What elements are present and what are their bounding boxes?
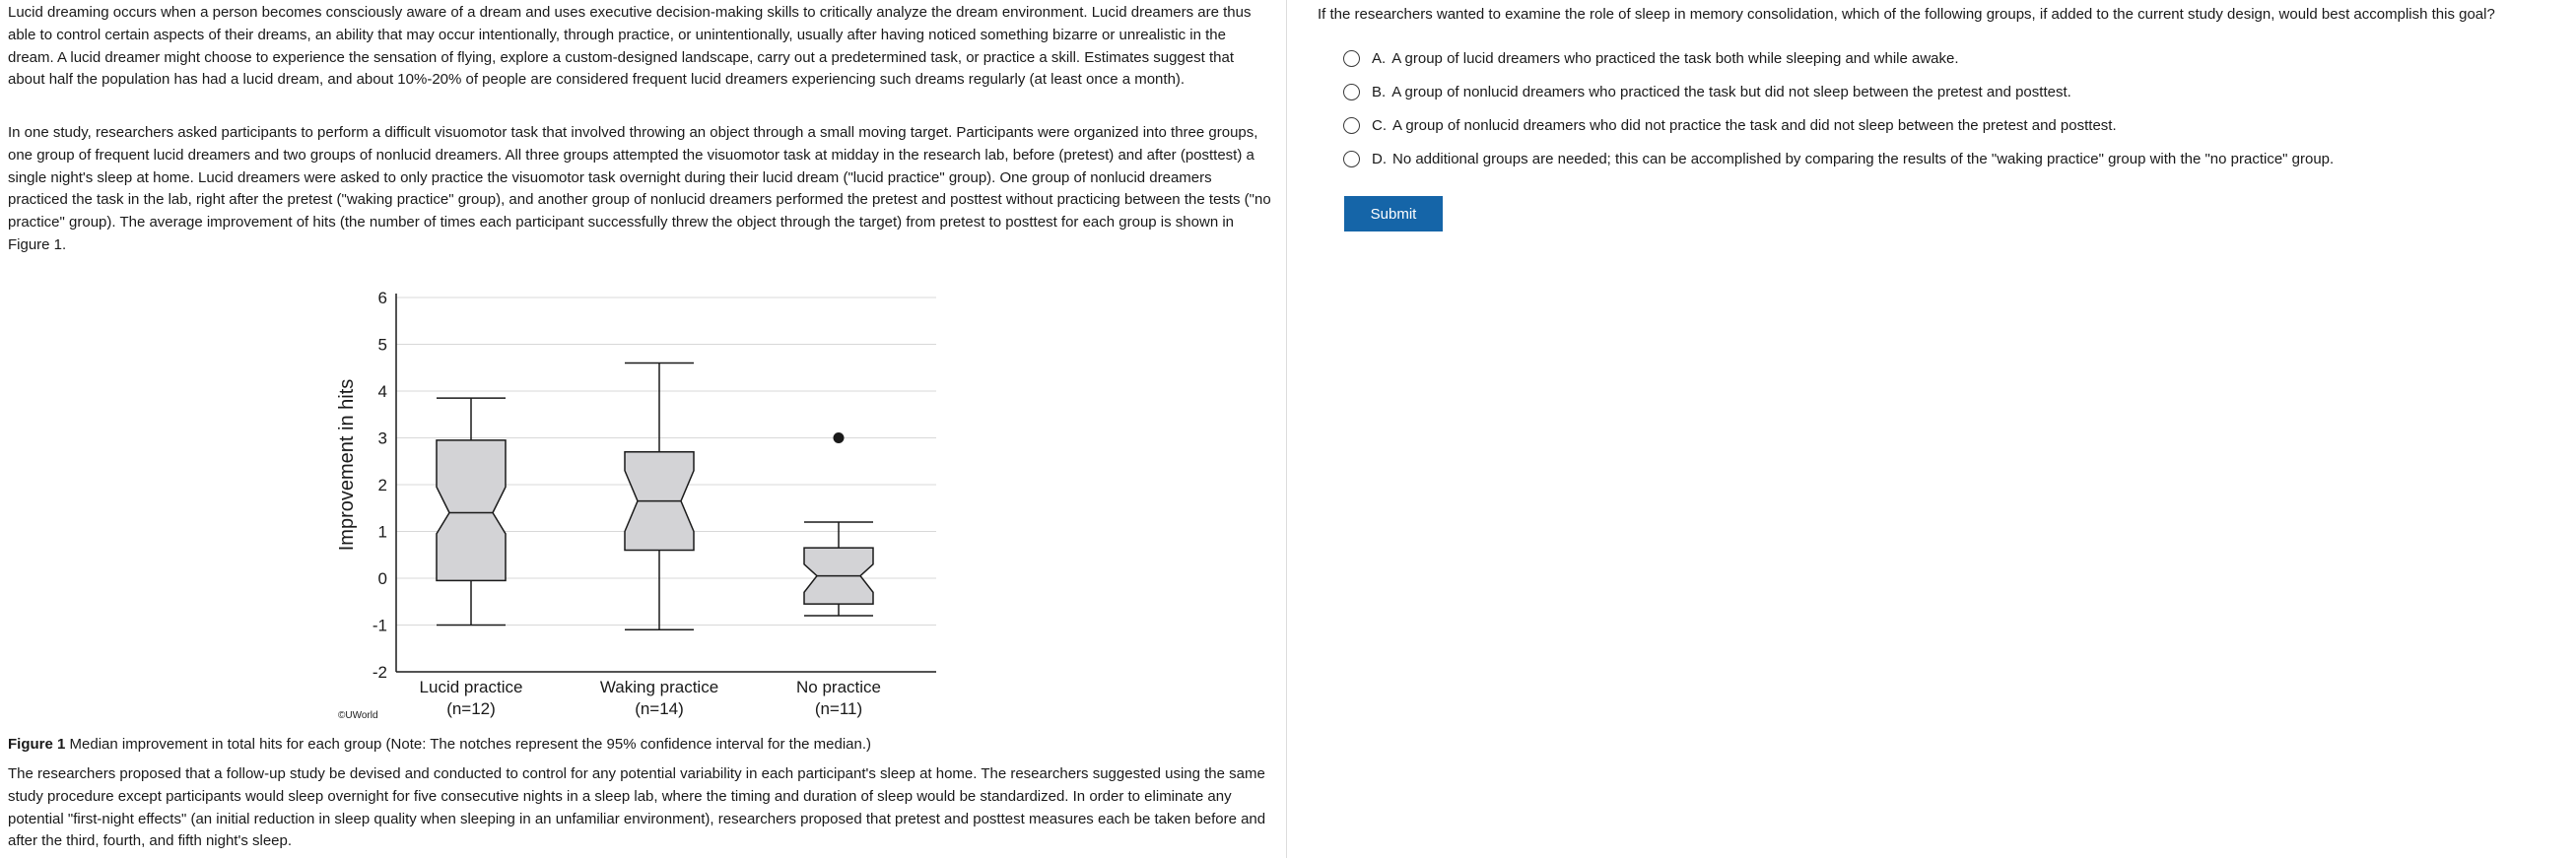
y-tick-label: 5 [377,335,387,355]
passage-pane [0,0,1287,858]
y-tick-label: 1 [377,522,387,542]
answer-choice-b[interactable] [1343,81,2334,102]
choice-letter: C. [1372,116,1387,134]
y-tick-label: -2 [372,663,387,682]
x-tick-label: No practice [796,678,881,696]
radio-button-c[interactable] [1343,117,1360,134]
answer-choices [1343,47,2334,181]
choice-text: A group of nonlucid dreamers who did not practice the task and did not sleep between the pretest and posttest. [1392,116,2117,134]
radio-button-b[interactable] [1343,84,1360,100]
x-tick-sample-size: (n=12) [446,699,496,718]
x-tick-sample-size: (n=14) [635,699,684,718]
passage-paragraph-2: In one study, researchers asked participants to perform a difficult visuomotor task that involved throwing an object through a small moving target. Participants were organized into three groups, one group of frequent lucid dreamers and two groups of nonlucid dreamers. All three groups attempted the visuomotor task at midday in the research lab, before (pretest) and after (posttest) a single night's sleep at home. Lucid dreamers were asked to only practice the visuomotor task overnight during their lucid dream ("lucid practice" group). One group of nonlucid dreamers practiced the task in the lab, right after the pretest ("waking practice" group), and another group of nonlucid dreamers performed the pretest and posttest without practicing between the tests ("no practice" group). The average improvement of hits (the number of times each participant successfully threw the object through the target) from pretest to posttest for each group is shown in Figure 1. [8,124,1271,253]
radio-button-a[interactable] [1343,50,1360,67]
y-tick-label: 6 [377,289,387,307]
box-group-2 [625,363,694,630]
box-group-1 [437,398,506,625]
choice-letter: B. [1372,83,1387,100]
notched-box [437,440,506,581]
choice-text: A group of nonlucid dreamers who practiced the task but did not sleep between the pretest and posttest. [1391,83,2071,100]
y-tick-label: 0 [377,569,387,588]
figure-caption [8,734,871,756]
answer-choice-d[interactable] [1343,148,2334,169]
choice-letter: D. [1372,150,1387,167]
box-group-3 [804,432,873,616]
figure-1-boxplot [0,0,1287,734]
y-tick-label: 4 [377,382,387,401]
figure-caption-label: Figure 1 [8,736,66,753]
answer-choice-c[interactable] [1343,114,2334,136]
copyright-text: ©UWorld [338,710,378,721]
choice-letter: A. [1372,49,1387,67]
y-tick-label: 3 [377,429,387,448]
question-pane [1288,0,2576,858]
submit-button[interactable]: Submit [1344,196,1443,231]
choice-text: No additional groups are needed; this can be accomplished by comparing the results of the "waking practice" group with the "no practice" group. [1392,150,2335,167]
x-tick-sample-size: (n=11) [814,699,863,718]
radio-button-d[interactable] [1343,151,1360,167]
x-tick-label: Waking practice [599,678,719,696]
y-tick-label: 2 [377,476,387,495]
y-axis-label: Improvement in hits [336,378,358,552]
question-stem: If the researchers wanted to examine the role of sleep in memory consolidation, which of the following groups, if added to the current study design, would best accomplish this goal? [1318,6,2495,23]
y-tick-label: -1 [372,616,387,635]
outlier-point [834,432,845,443]
x-tick-label: Lucid practice [419,678,523,696]
passage-paragraph-1: Lucid dreaming occurs when a person becomes consciously aware of a dream and uses executive decision-making skills to critically analyze the dream environment. Lucid dreamers are thus able to control certain aspects of their dreams, an ability that may occur intentionally, through practice, or unintentionally, usually after having noticed something bizarre or unrealistic in the dream. A lucid dreamer might choose to experience the sensation of flying, explore a custom-designed landscape, carry out a predetermined task, or practice a skill. Estimates suggest that about half the population has had a lucid dream, and about 10%-20% of people are considered frequent lucid dreamers experiencing such dreams regularly (at least once a month). [8,4,1252,89]
figure-caption-text: Median improvement in total hits for each group (Note: The notches represent the 95% confidence interval for the median.) [65,736,872,753]
choice-text: A group of lucid dreamers who practiced the task both while sleeping and while awake. [1391,49,1959,67]
passage-paragraph-3: The researchers proposed that a follow-up study be devised and conducted to control for any potential variability in each participant's sleep at home. The researchers suggested using the same study procedure except participants would sleep overnight for five consecutive nights in a sleep lab, where the timing and duration of sleep would be standardized. In order to eliminate any potential "first-night effects" (an initial reduction in sleep quality when sleeping in an unfamiliar environment), researchers proposed that pretest and posttest measures each be taken before and after the third, fourth, and fifth night's sleep. [8,765,1266,850]
answer-choice-a[interactable] [1343,47,2334,69]
